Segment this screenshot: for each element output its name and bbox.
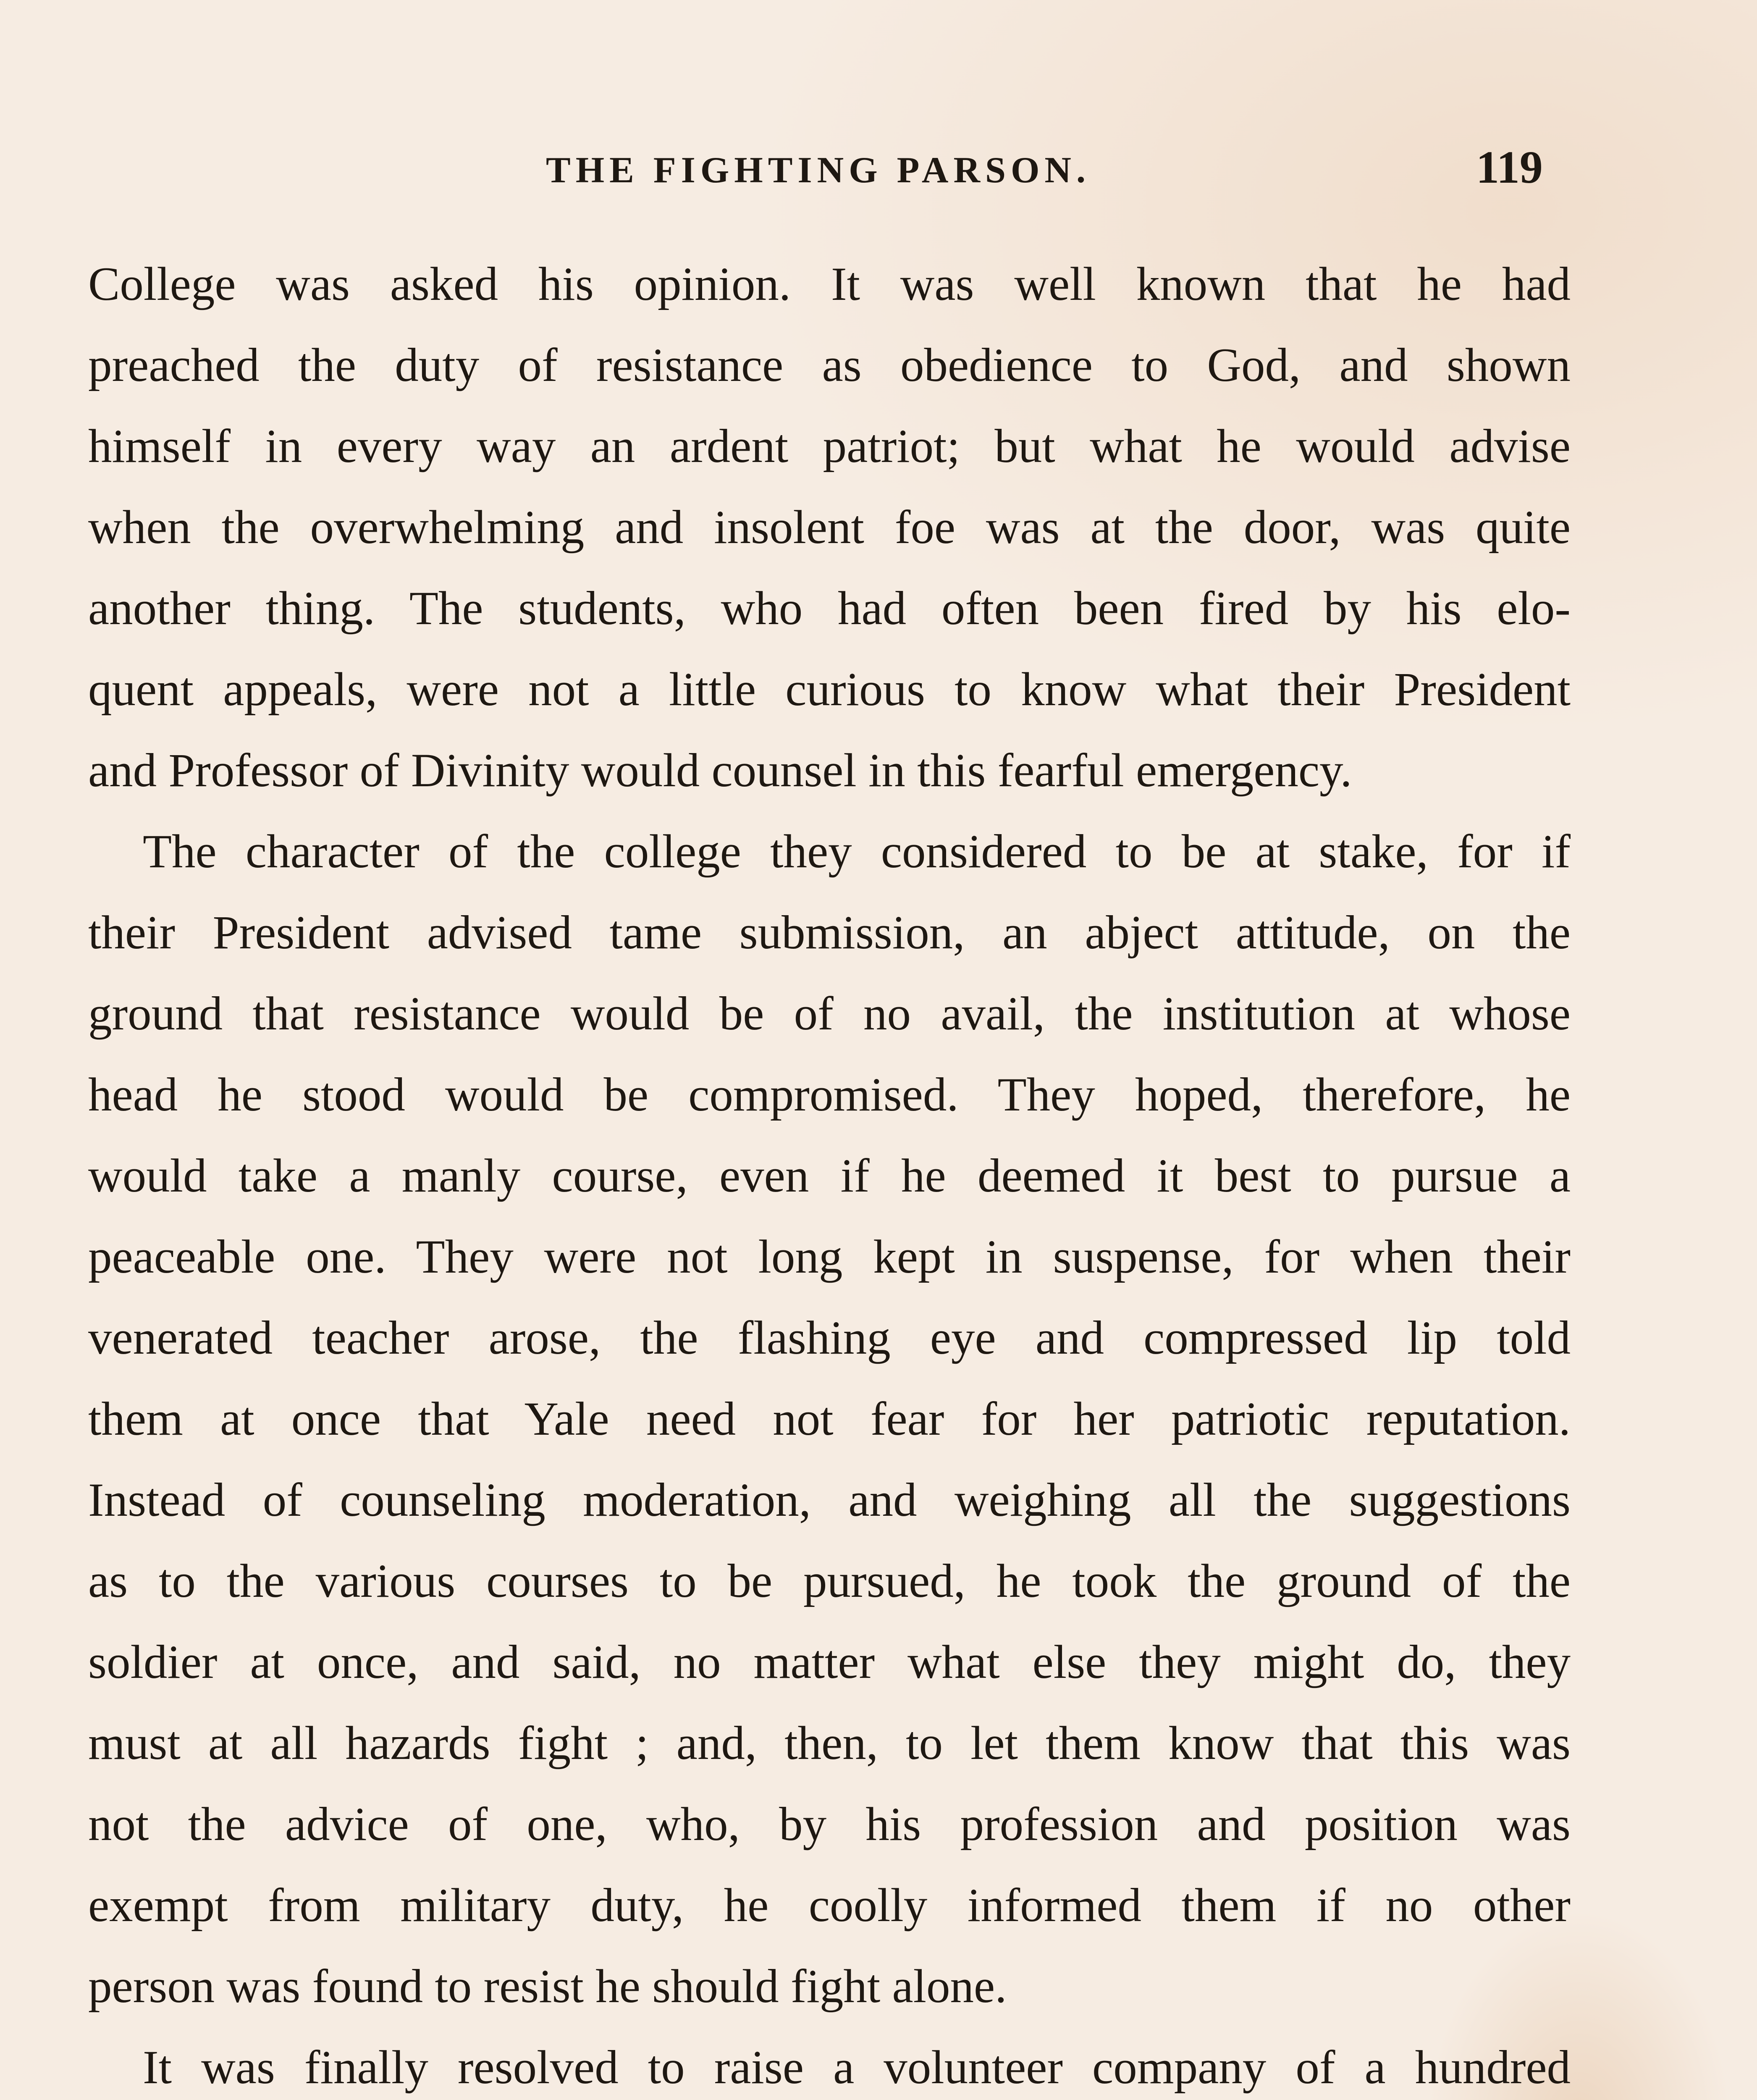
text-line: as to the various courses to be pursued, he took the ground of the bbox=[88, 1555, 1571, 1607]
text-line: not the advice of one, who, by his profession and position was bbox=[88, 1798, 1571, 1851]
text-line: Instead of counseling moderation, and weighing all the suggestions bbox=[88, 1474, 1571, 1526]
text-line: exempt from military duty, he coolly informed them if no other bbox=[88, 1879, 1571, 1932]
text-line: College was asked his opinion. It was well known that he had bbox=[88, 258, 1571, 310]
text-line: ground that resistance would be of no avail, the institution at whose bbox=[88, 987, 1571, 1040]
page-number: 119 bbox=[1476, 142, 1543, 193]
text-line: soldier at once, and said, no matter what else they might do, they bbox=[88, 1636, 1571, 1688]
text-line: quent appeals, were not a little curious to know what their President bbox=[88, 663, 1571, 716]
text-line: The character of the college they considered to be at stake, for if bbox=[143, 825, 1571, 878]
text-line: must at all hazards fight ; and, then, to let them know that this was bbox=[88, 1717, 1571, 1769]
text-line: venerated teacher arose, the flashing eye and compressed lip told bbox=[88, 1312, 1571, 1364]
running-head: THE FIGHTING PARSON. bbox=[546, 150, 1091, 191]
text-line: would take a manly course, even if he deemed it best to pursue a bbox=[88, 1150, 1571, 1202]
text-line: and Professor of Divinity would counsel in this fearful emergency. bbox=[88, 744, 1352, 797]
text-line: preached the duty of resistance as obedience to God, and shown bbox=[88, 339, 1571, 391]
text-line: them at once that Yale need not fear for her patriotic reputation. bbox=[88, 1393, 1571, 1445]
text-line: himself in every way an ardent patriot; but what he would advise bbox=[88, 420, 1571, 472]
text-line: person was found to resist he should fight alone. bbox=[88, 1960, 1007, 2013]
text-line: head he stood would be compromised. They hoped, therefore, he bbox=[88, 1068, 1571, 1121]
text-line: another thing. The students, who had often been fired by his elo- bbox=[88, 582, 1571, 635]
text-line: It was finally resolved to raise a volunteer company of a hundred bbox=[143, 2041, 1571, 2094]
text-line: peaceable one. They were not long kept in suspense, for when their bbox=[88, 1231, 1571, 1283]
text-line: their President advised tame submission, an abject attitude, on the bbox=[88, 906, 1571, 959]
text-line: when the overwhelming and insolent foe was at the door, was quite bbox=[88, 501, 1571, 554]
body-text bbox=[88, 244, 1571, 2100]
